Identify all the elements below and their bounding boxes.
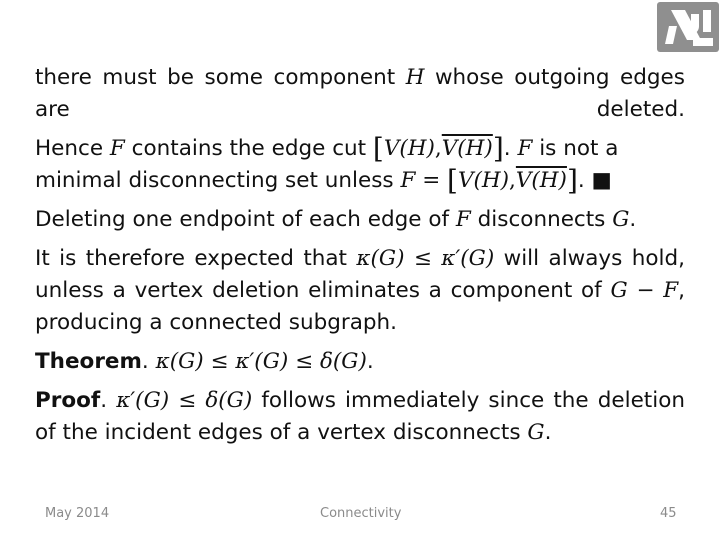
slide-body — [35, 62, 685, 449]
footer-title: Connectivity — [320, 506, 402, 521]
paragraph-proof: Proof. κ′(G) ≤ δ(G) follows immediately since the deletion of the incident edges of a vertex disconnects G. — [35, 388, 685, 445]
page-number: 45 — [660, 506, 677, 521]
paragraph-deleting-endpoint: Deleting one endpoint of each edge of F disconnects G. — [35, 207, 637, 232]
paragraph-theorem: Theorem. κ(G) ≤ κ′(G) ≤ δ(G). — [35, 349, 374, 374]
logo-icon — [657, 2, 719, 52]
footer-date: May 2014 — [45, 506, 110, 521]
paragraph-edge-cut: Hence F contains the edge cut [V(H),V(H)]. F is not a minimal disconnecting set unless F = [V(H),V(H)]. ■ — [35, 132, 619, 197]
paragraph-component: there must be some component H whose outgoing edges are deleted. — [35, 65, 685, 122]
paragraph-expected: It is therefore expected that κ(G) ≤ κ′(G) will always hold, unless a vertex deletion eliminates a component of G − F, producing a connected subgraph. — [35, 246, 686, 335]
